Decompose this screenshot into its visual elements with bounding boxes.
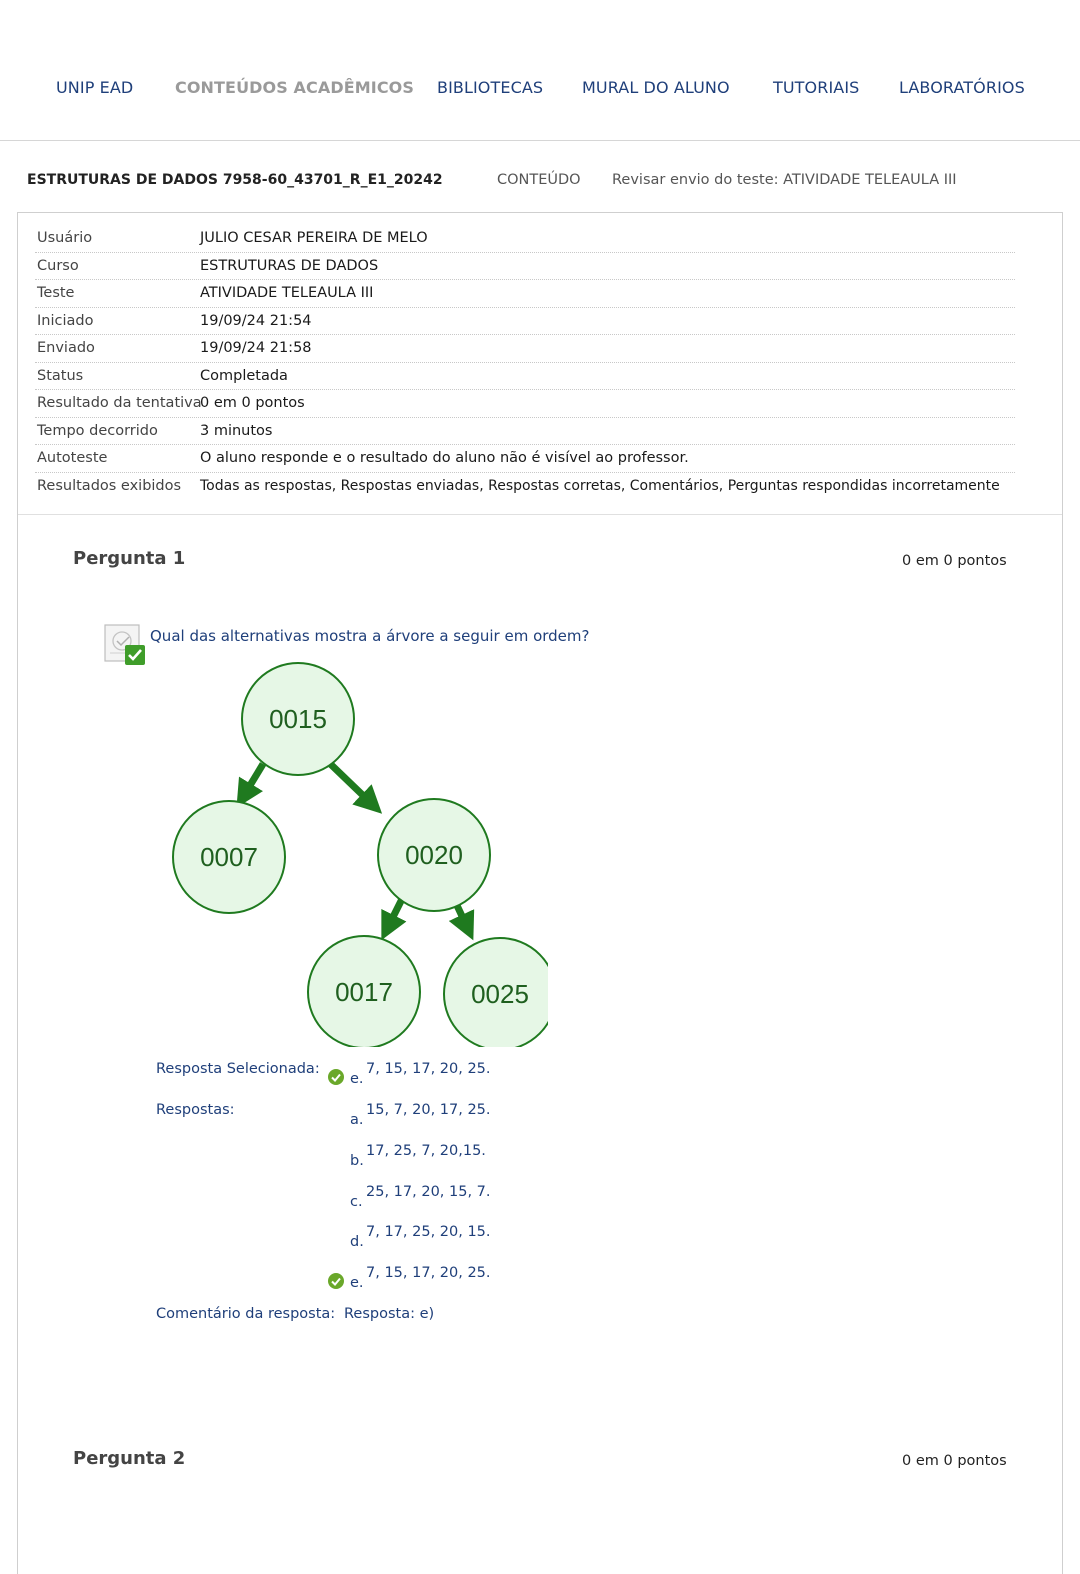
answer-letter: a. [350, 1112, 364, 1128]
answer-letter: b. [350, 1153, 364, 1169]
content-frame [17, 212, 1063, 1574]
answer-text: 7, 15, 17, 20, 25. [366, 1061, 491, 1077]
summary-row [35, 253, 1015, 281]
tree-node-label: 0020 [405, 840, 463, 870]
tree-node-label: 0015 [269, 704, 327, 734]
tree-node [242, 663, 354, 775]
answer-letter: e. [350, 1275, 364, 1291]
summary-key: Teste [37, 285, 75, 301]
tree-node [378, 799, 490, 911]
nav-unip-ead[interactable]: UNIP EAD [56, 78, 134, 97]
tree-node-label: 0017 [335, 977, 393, 1007]
summary-row [35, 308, 1015, 336]
question-title: Pergunta 1 [73, 548, 186, 569]
question-title: Pergunta 2 [73, 1448, 186, 1469]
summary-row [35, 280, 1015, 308]
summary-key: Status [37, 367, 84, 384]
nav-laboratorios[interactable]: LABORATÓRIOS [899, 78, 1025, 97]
answer-text: 17, 25, 7, 20,15. [366, 1143, 486, 1159]
breadcrumb [0, 141, 1080, 211]
tree-node [444, 938, 548, 1047]
summary-key: Tempo decorrido [37, 422, 158, 439]
summary-value: Todas as respostas, Respostas enviadas, Respostas corretas, Comentários, Perguntas respondidas incorretamente [200, 477, 1000, 494]
answer-text: 7, 15, 17, 20, 25. [366, 1265, 491, 1281]
summary-value: ATIVIDADE TELEAULA III [200, 285, 374, 301]
summary-key: Autoteste [37, 450, 108, 466]
binary-tree-figure [148, 647, 548, 1047]
question-points: 0 em 0 pontos [902, 1453, 1007, 1469]
summary-key: Curso [37, 257, 79, 274]
answer-comment: Resposta: e) [344, 1306, 435, 1322]
summary-row [35, 390, 1015, 418]
answer-text: 15, 7, 20, 17, 25. [366, 1102, 491, 1118]
breadcrumb-section[interactable]: CONTEÚDO [497, 172, 581, 188]
correct-check-icon [328, 1273, 344, 1289]
question-text: Qual das alternativas mostra a árvore a seguir em ordem? [150, 627, 590, 645]
tree-node [173, 801, 285, 913]
summary-row [35, 445, 1015, 473]
summary-row [35, 335, 1015, 363]
summary-value: ESTRUTURAS DE DADOS [200, 257, 379, 274]
summary-row [35, 473, 1015, 501]
summary-value: JULIO CESAR PEREIRA DE MELO [200, 230, 428, 246]
tree-node [308, 936, 420, 1047]
summary-key: Iniciado [37, 312, 94, 329]
question-points: 0 em 0 pontos [902, 553, 1007, 569]
summary-value: 3 minutos [200, 422, 273, 439]
summary-row [35, 225, 1015, 253]
breadcrumb-course[interactable]: ESTRUTURAS DE DADOS 7958-60_43701_R_E1_20242 [27, 172, 443, 188]
summary-row [35, 418, 1015, 446]
answer-text: 25, 17, 20, 15, 7. [366, 1184, 491, 1200]
summary-key: Resultados exibidos [37, 477, 182, 494]
nav-bibliotecas[interactable]: BIBLIOTECAS [437, 78, 544, 97]
summary-value: O aluno responde e o resultado do aluno não é visível ao professor. [200, 450, 689, 466]
answer-letter: e. [350, 1071, 364, 1087]
answer-letter: d. [350, 1234, 364, 1250]
answer-letter: c. [350, 1194, 363, 1210]
correct-check-icon [328, 1069, 344, 1085]
answer-comment-label: Comentário da resposta: [156, 1306, 336, 1322]
summary-value: 19/09/24 21:54 [200, 312, 312, 329]
tree-node-label: 0007 [200, 842, 258, 872]
summary-key: Usuário [37, 230, 93, 246]
summary-key: Enviado [37, 340, 95, 356]
selected-answer-label: Resposta Selecionada: [156, 1061, 320, 1077]
nav-mural-do-aluno[interactable]: MURAL DO ALUNO [582, 78, 730, 97]
top-navigation [0, 0, 1080, 141]
answer-text: 7, 17, 25, 20, 15. [366, 1224, 491, 1240]
nav-tutoriais[interactable]: TUTORIAIS [773, 78, 860, 97]
summary-key: Resultado da tentativa [37, 395, 202, 411]
summary-value: Completada [200, 367, 288, 384]
nav-conteudos-academicos[interactable]: CONTEÚDOS ACADÊMICOS [175, 78, 415, 97]
summary-value: 0 em 0 pontos [200, 395, 305, 411]
summary-row [35, 363, 1015, 391]
answers-label: Respostas: [156, 1102, 235, 1118]
attempt-summary [18, 213, 1062, 515]
tree-node-label: 0025 [471, 979, 529, 1009]
breadcrumb-page: Revisar envio do teste: ATIVIDADE TELEAULA III [612, 172, 957, 188]
graded-document-icon [104, 623, 148, 667]
summary-value: 19/09/24 21:58 [200, 340, 312, 356]
